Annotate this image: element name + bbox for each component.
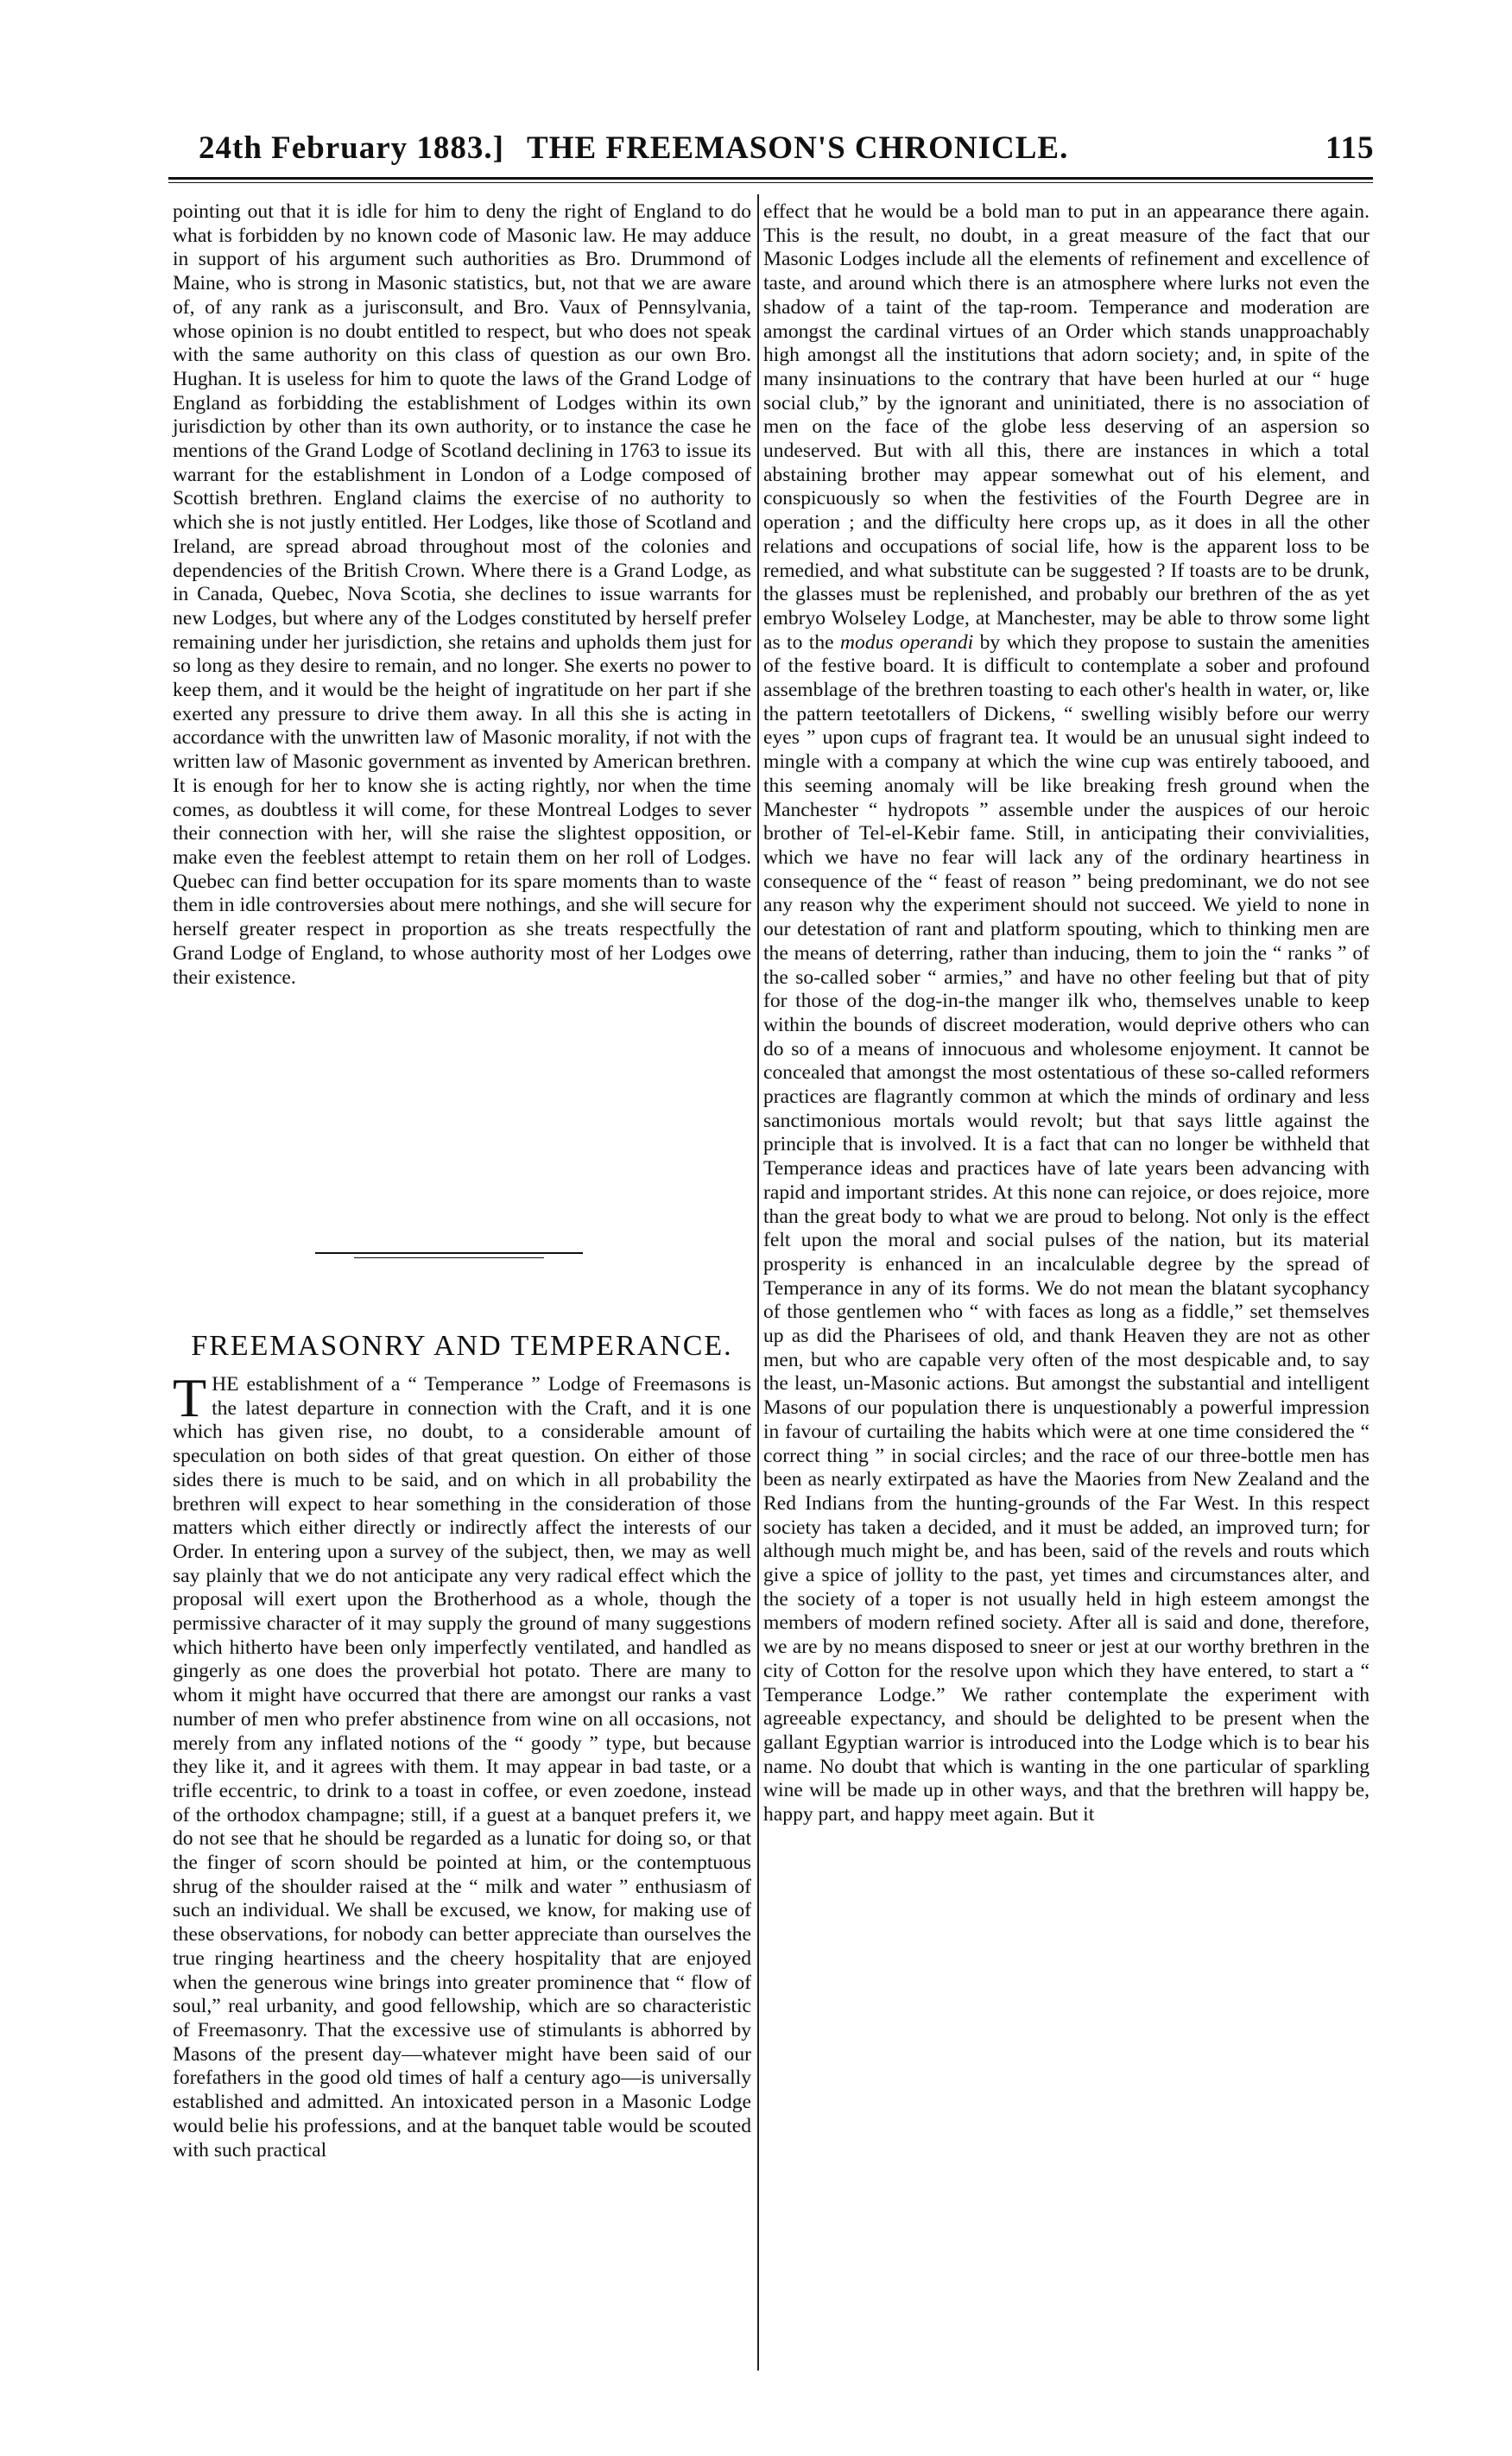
article-body-left bbox=[173, 1367, 751, 2162]
issue-date: 24th February 1883.] bbox=[199, 130, 504, 166]
page-number: 115 bbox=[1325, 130, 1375, 166]
section-separator-rule bbox=[315, 1252, 583, 1254]
article-headline: FREEMASONRY AND TEMPERANCE. bbox=[191, 1330, 733, 1362]
column-divider bbox=[757, 194, 759, 2371]
text-after-italic: by which they propose to sustain the amenities of the festive board. It is difficult to contemplate a sober and profound assemblage of the brethren toasting to each other's health in water, or, like the pattern teetotallers of Dickens, “ swelling wisibly before our werry eyes ” upon cups of fragrant tea. It would be an unusual sight indeed to mingle with a company at which the wine cup was entirely tabooed, and this seeming anomaly will be like breaking fresh ground when the Manchester “ hydropots ” assemble under the auspices of our heroic brother of Tel-el-Kebir fame. Still, in anticipating their convivialities, which we have no fear will lack any of the ordinary heartiness in consequence of the “ feast of reason ” being predominant, we do not see any reason why the experiment should not succeed. We yield to none in our detestation of rant and platform spouting, which to thinking men are the means of deterring, rather than inducing, them to join the “ ranks ” of the so-called sober “ armies,” and have no other feeling but that of pity for those of the dog-in-the manger ilk who, themselves unable to keep within the bounds of discreet moderation, would deprive others who can do so of a means of innocuous and wholesome enjoyment. It cannot be concealed that amongst the most ostentatious of these so-called reformers practices are flagrantly common at which the minds of ordinary and less sanctimonious mortals would revolt; but that says little against the principle that is involved. It is a fact that can no longer be withheld that Temperance ideas and practices have of late years been advancing with rapid and important strides. At this none can rejoice, or does rejoice, more than the great body to what we are proud to belong. Not only is the effect felt upon the moral and social pulses of the nation, but its material prosperity is enhanced in an incalculable degree by the spread of Temperance in any of its forms. We do not mean the blatant sycophancy of those gentlemen who “ with faces as long as a fiddle,” set themselves up as did the Pharisees of old, and thank Heaven they are not as other men, but who are capable very often of the most despicable and, to say the least, un-Masonic actions. But amongst the substantial and intelligent Masons of our population there is unquestionably a powerful impression in favour of curtailing the habits which were at one time considered the “ correct thing ” in social circles; and the race of our three-bottle men has been as nearly extirpated as have the Maories from New Zealand and the Red Indians from the hunting-grounds of the Far West. In this respect society has taken a decided, and it must be added, an improved turn; for although much might be, and has been, said of the revels and routs which give a spice of jollity to the past, yet times and circumstances alter, and the society of a toper is not usually held in high esteem amongst the members of modern refined society. After all is said and done, therefore, we are by no means disposed to sneer or jest at our worthy brethren in the city of Cotton for the resolve upon which they have entered, to start a “ Temperance Lodge.” We rather contemplate the experiment with agreeable expectancy, and should be delighted to be present when the gallant Egyptian warrior is introduced into the Lodge which is to bear his name. No doubt that which is wanting in the one particular of sparkling wine will be made up in other ways, and that the brethren will happy be, happy part, and happy meet again. But it bbox=[763, 630, 1370, 1826]
left-column-continued-article bbox=[173, 200, 751, 990]
header-rule-thin bbox=[168, 182, 1373, 183]
header-rule-thick bbox=[168, 177, 1373, 180]
page-header bbox=[173, 130, 1375, 173]
italic-phrase: modus operandi bbox=[840, 630, 974, 654]
article-opening-paragraph bbox=[173, 1367, 751, 2162]
publication-title: THE FREEMASON'S CHRONICLE. bbox=[527, 130, 1069, 166]
continued-paragraph: pointing out that it is idle for him to deny the right of England to do what is forbidden by no known code of Masonic law. He may adduce in support of his argument such authorities as Bro. Drummond of Maine, who is strong in Masonic statistics, but, not that we are aware of, of any rank as a jurisconsult, and Bro. Vaux of Pennsylvania, whose opinion is no doubt entitled to respect, but who does not speak with the same authority on this class of question as our own Bro. Hughan. It is useless for him to quote the laws of the Grand Lodge of England as forbidding the establishment of Lodges within its own jurisdiction by other than its own authority, or to instance the case he mentions of the Grand Lodge of Scotland declining in 1763 to issue its warrant for the establishment in London of a Lodge composed of Scottish brethren. England claims the exercise of no authority to which she is not justly entitled. Her Lodges, like those of Scotland and Ireland, are spread abroad throughout most of the colonies and dependencies of the British Crown. Where there is a Grand Lodge, as in Canada, Quebec, Nova Scotia, she declines to issue warrants for new Lodges, but where any of the Lodges constituted by herself prefer remaining under her jurisdiction, she retains and upholds them just for so long as they desire to remain, and no longer. She exerts no power to keep them, and it would be the height of ingratitude on her part if she exerted any pressure to drive them away. In all this she is acting in accordance with the unwritten law of Masonic morality, if not with the written law of Masonic government as invented by American brethren. It is enough for her to know she is acting rightly, nor when the time comes, as doubtless it will come, for these Montreal Lodges to sever their connection with her, will she raise the slightest opposition, or make even the feeblest attempt to retain them on her roll of Lodges. Quebec can find better occupation for its spare moments than to waste them in idle controversies about mere nothings, and she will secure for herself greater respect in proportion as she treats respectfully the Grand Lodge of England, to whose authority most of her Lodges owe their existence. bbox=[173, 200, 751, 989]
article-body-text: establishment of a “ Temperance ” Lodge of Freemasons is the latest departure in connection with the Craft, and it is one which has given rise, no doubt, to a considerable amount of speculation on both sides of that great question. On either of those sides there is much to be said, and on which in all probability the brethren will expect to hear something in the consideration of those matters which either directly or indirectly affect the interests of our Order. In entering upon a survey of the subject, then, we may as well say plainly that we do not anticipate any very radical effect which the proposal will exert upon the Brotherhood as a whole, though the permissive character of it may supply the ground of many suggestions which hitherto have been only imperfectly ventilated, and handled as gingerly as one does the proverbial hot potato. There are many to whom it might have occurred that there are amongst our ranks a vast number of men who prefer abstinence from wine on all occasions, not merely from any inflated notions of the “ goody ” type, but because they like it, and it agrees with them. It may appear in bad taste, or a trifle eccentric, to drink to a toast in coffee, or even zoedone, instead of the orthodox champagne; still, if a guest at a banquet prefers it, we do not see that he should be regarded as a lunatic for doing so, or that the finger of scorn should be pointed at him, or the contemptuous shrug of the shoulder raised at the “ milk and water ” enthusiasm of such an individual. We shall be excused, we know, for making use of these observations, for nobody can better appreciate than ourselves the true ringing heartiness and the cheery hospitality that are enjoyed when the generous wine brings into greater prominence that “ flow of soul,” real urbanity, and good fellowship, which are so characteristic of Freemasonry. That the excessive use of stimulants is abhorred by Masons of the present day—whatever might have been said of our forefathers in the good old times of half a century ago—is universally established and admitted. An intoxicated person in a Masonic Lodge would belie his professions, and at the banquet table would be scouted with such practical bbox=[173, 1373, 751, 2162]
first-word-rest: HE bbox=[212, 1373, 239, 1396]
text-before-italic: effect that he would be a bold man to put in an appearance there again. This is the result, no doubt, in a great measure of the fact that our Masonic Lodges include all the elements of refinement and excellence of taste, and around which there is an atmosphere where lurks not even the shadow of a taint of the tap-room. Temperance and moderation are amongst the cardinal virtues of an Order which stands unapproachably high amongst all the institutions that adorn society; and, in spite of the many insinuations to the contrary that have been hurled at our “ huge social club,” by the ignorant and uninitiated, there is no association of men on the face of the globe less deserving of an aspersion so undeserved. But with all this, there are instances in which a total abstaining brother may appear somewhat out of his element, and conspicuously so when the festivities of the Fourth Degree are in operation ; and the difficulty here crops up, as it does in all the other relations and occupations of social life, how is the apparent loss to be remedied, and what substitute can be suggested ? If toasts are to be drunk, the glasses must be replenished, and probably our brethren of the as yet embryo Wolseley Lodge, at Manchester, may be able to throw some light as to the bbox=[763, 200, 1370, 654]
right-column-paragraph bbox=[763, 200, 1370, 1827]
drop-cap: T bbox=[173, 1367, 207, 1428]
right-column-article-continued bbox=[763, 200, 1370, 1827]
section-separator-rule-short bbox=[354, 1257, 544, 1258]
